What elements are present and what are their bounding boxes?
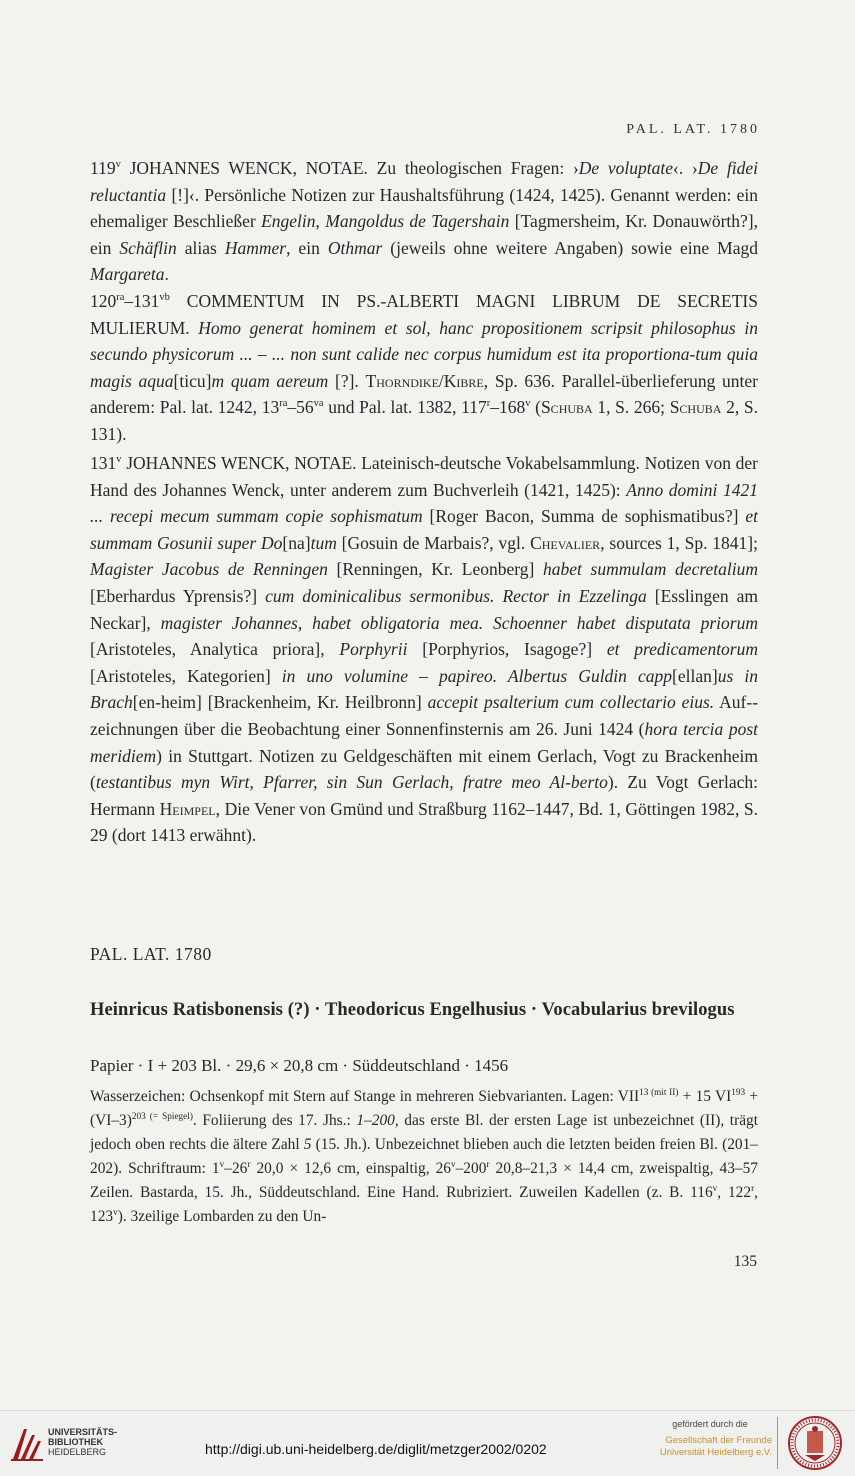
italic-text: testantibus myn Wirt, Pfarrer, sin Sun Gerlach, fratre meo Al-berto	[95, 772, 608, 793]
superscript: v	[113, 1206, 118, 1217]
italic-text: Homo generat hominem et sol, hanc propositionem scripsit philosophus in secundo physicorum ... – ... non sunt calide nec corpus humidum est ita proportiona-tum quia magis aqua	[90, 317, 758, 391]
footer-divider	[777, 1417, 778, 1469]
italic-text: Hammer	[224, 237, 287, 258]
italic-text: tum	[310, 532, 337, 553]
italic-text: De voluptate	[578, 158, 673, 178]
sponsor-name-line: Gesellschaft der Freunde	[665, 1435, 772, 1446]
small-caps-text: Schuba	[540, 397, 593, 418]
superscript: r	[486, 1158, 490, 1169]
superscript: ra	[279, 398, 288, 410]
footer-bar	[0, 1410, 855, 1475]
entry-text: $120^{ra}-131^{vb}$ COMMENTUM IN PS.-ALBERTI MAGNI LIBRUM DE SECRETIS MULIERUM. Homo generat hominem et sol, hanc propositionem scripsit philosophus in secundo physicorum ... – ... non sunt calide nec corpus humidum est ita proportiona-tum quia magis aqua[ticu]m quam aereum [?]. Thorndike/Kibre, Sp. 636. Parallel-überlieferung unter anderem: Pal. lat. 1242, $13^{ra}-56^{va}$ und Pal. lat. 1382, 117$^r$–168$^v$ (Schuba 1, S. 266; Schuba 2, S. 131).	[90, 291, 759, 444]
italic-text: magister Johannes, habet obligatoria mea. Schoenner habet disputata priorum	[160, 612, 758, 633]
sponsor-name-line: Universität Heidelberg e.V.	[659, 1447, 772, 1458]
superscript: v	[219, 1158, 225, 1169]
superscript: r	[486, 398, 491, 410]
italic-text: Anno domini 1421 ... recepi mecum summam copie sophismatum	[90, 479, 758, 527]
library-name-line: UNIVERSITÄTS-	[48, 1427, 118, 1437]
superscript: v	[712, 1182, 718, 1193]
sponsor-label: gefördert durch die	[672, 1419, 748, 1429]
entry-text: 131$^v$ JOHANNES WENCK, NOTAE. Lateinisch-deutsche Vokabelsammlung. Notizen von der Hand des Johannes Wenck, unter anderem zum Buchverleih (1421, 1425): Anno domini 1421 ... recepi mecum summam copie sophismatum [Roger Bacon, Summa de sophismatibus?] et summam Gosunii super Do[na]tum [Gosuin de Marbais?, vgl. Chevalier, sources 1, Sp. 1841]; Magister Jacobus de Renningen [Renningen, Kr. Leonberg] habet summulam decretalium [Eberhardus Yprensis?] cum dominicalibus sermonibus. Rector in Ezzelinga [Esslingen am Neckar], magister Johannes, habet obligatoria mea. Schoenner habet disputata priorum [Aristoteles, Analytica priora], Porphyrii [Porphyrios, Isagoge?] et predicamentorum [Aristoteles, Kategorien] in uno volumine – papireo. Albertus Guldin capp[ellan]us in Brach[en-heim] [Brackenheim, Kr. Heilbronn] accepit psalterium cum collectario eius. Auf-zeichnungen über die Beobachtung einer Sonnenfinsternis am 26. Juni 1424 (hora tercia post meridiem) in Stuttgart. Notizen zu Geldgeschäften mit einem Gerlach, Vogt zu Brackenheim (testantibus myn Wirt, Pfarrer, sin Sun Gerlach, fratre meo Al-berto). Zu Vogt Gerlach: Hermann Heimpel, Die Vener von Gmünd und Straßburg 1162–1447, Bd. 1, Göttingen 1982, S. 29 (dort 1413 erwähnt).	[90, 453, 759, 846]
superscript: 203 (= Spiegel)	[131, 1110, 193, 1121]
italic-text: cum dominicalibus sermonibus. Rector in Ezzelinga	[265, 585, 647, 606]
work-title: Heinricus Ratisbonensis (?) · Theodoricus Engelhusius · Vocabularius brevilogus	[90, 1000, 735, 1020]
sponsor-block[interactable]	[648, 1419, 772, 1459]
physical-description: Papier · I + 203 Bl. · 29,6 × 20,8 cm · Süddeutschland · 1456	[90, 1056, 509, 1075]
entry-120ra	[90, 288, 758, 448]
italic-text: accepit psalterium cum collectario eius.	[427, 692, 715, 713]
library-name[interactable]	[48, 1427, 117, 1457]
small-caps-text: Chevalier	[530, 532, 601, 553]
italic-text: Margareta	[90, 264, 165, 285]
small-caps-text: Heimpel	[159, 798, 216, 819]
italic-text: Engelin	[261, 211, 316, 232]
italic-text: m quam aereum	[211, 370, 329, 391]
superscript: r	[751, 1182, 755, 1193]
entry-131v	[90, 450, 758, 849]
library-logo-icon[interactable]	[10, 1425, 44, 1468]
superscript: va	[313, 398, 324, 410]
superscript: ra	[116, 292, 125, 304]
entry-text: 119$^v$ JOHANNES WENCK, NOTAE. Zu theologischen Fragen: ›De voluptate‹. ›De fidei reluctantia [!]‹. Persönliche Notizen zur Haushaltsführung (1424, 1425). Genannt werden: ein ehemaliger Beschließer Engelin, Mangoldus de Tagershain [Tagmersheim, Kr. Donauwörth?], ein Schäflin alias Hammer, ein Othmar (jeweils ohne weitere Angaben) sowie eine Magd Margareta.	[90, 158, 759, 285]
italic-text: hora tercia post meridiem	[90, 718, 758, 766]
permalink-url[interactable]: http://digi.ub.uni-heidelberg.de/diglit/metzger2002/0202	[205, 1441, 547, 1457]
page-number: 135	[733, 1253, 757, 1270]
italic-text: et predicamentorum	[606, 639, 759, 660]
italic-text: in uno volumine – papireo. Albertus Guldin capp	[281, 665, 673, 686]
codicological-description: Wasserzeichen: Ochsenkopf mit Stern auf Stange in mehreren Siebvarianten. Lagen: $VII^{13 (mit II)} + 15$ $VI^{193} + (VI-3)^{203 (= Spiegel)}$. Foliierung des 17. Jhs.: 1–200, das erste Bl. der ersten Lage ist unbezeichnet (II), trägt jedoch oben rechts die ältere Zahl 5 (15. Jh.). Unbezeichnet blieben auch die letzten beiden freien Bl. (201–202). Schriftraum: 1$^v$–26$^r$ 20,0 × 12,6 cm, einspaltig, 26$^v$–200$^r$ 20,8–21,3 × 14,4 cm, zweispaltig, 43–57 Zeilen. Bastarda, 15. Jh., Süddeutschland. Eine Hand. Rubriziert. Zuweilen Kadellen (z. B. 116$^v$, 122$^r$, 123$^v$). 3zeilige Lombarden zu den Un-	[90, 1086, 759, 1225]
entry-119v	[90, 155, 758, 288]
superscript: 13 (mit II)	[639, 1086, 679, 1097]
italic-text: 1–200	[356, 1112, 395, 1129]
superscript: r	[247, 1158, 251, 1169]
library-name-line: BIBLIOTHEK	[48, 1437, 103, 1447]
superscript: 193	[731, 1086, 746, 1097]
italic-text: Porphyrii	[339, 639, 408, 660]
superscript: v	[116, 454, 122, 466]
superscript: v	[450, 1158, 456, 1169]
italic-text: Othmar	[327, 237, 383, 258]
small-caps-text: Thorndike/Kibre	[365, 370, 484, 391]
italic-text: De fidei reluctantia	[90, 158, 758, 205]
italic-text: habet summulam decretalium	[543, 559, 758, 580]
italic-text: Magister Jacobus de Renningen	[90, 559, 328, 580]
superscript: vb	[159, 292, 170, 304]
section-title: PAL. LAT. 1780	[90, 944, 212, 964]
italic-text: et summam Gosunii super Do	[90, 506, 758, 553]
running-head: PAL. LAT. 1780	[626, 122, 760, 137]
small-caps-text: Schuba	[669, 397, 722, 418]
italic-text: us in Brach	[90, 665, 758, 713]
italic-text: Mangoldus de Tagershain	[325, 211, 510, 232]
university-seal-icon[interactable]	[787, 1415, 843, 1476]
italic-text: Schäflin	[119, 237, 177, 258]
italic-text: 5	[303, 1136, 312, 1153]
superscript: v	[525, 398, 531, 410]
superscript: v	[115, 159, 121, 171]
library-name-line: HEIDELBERG	[48, 1447, 107, 1457]
